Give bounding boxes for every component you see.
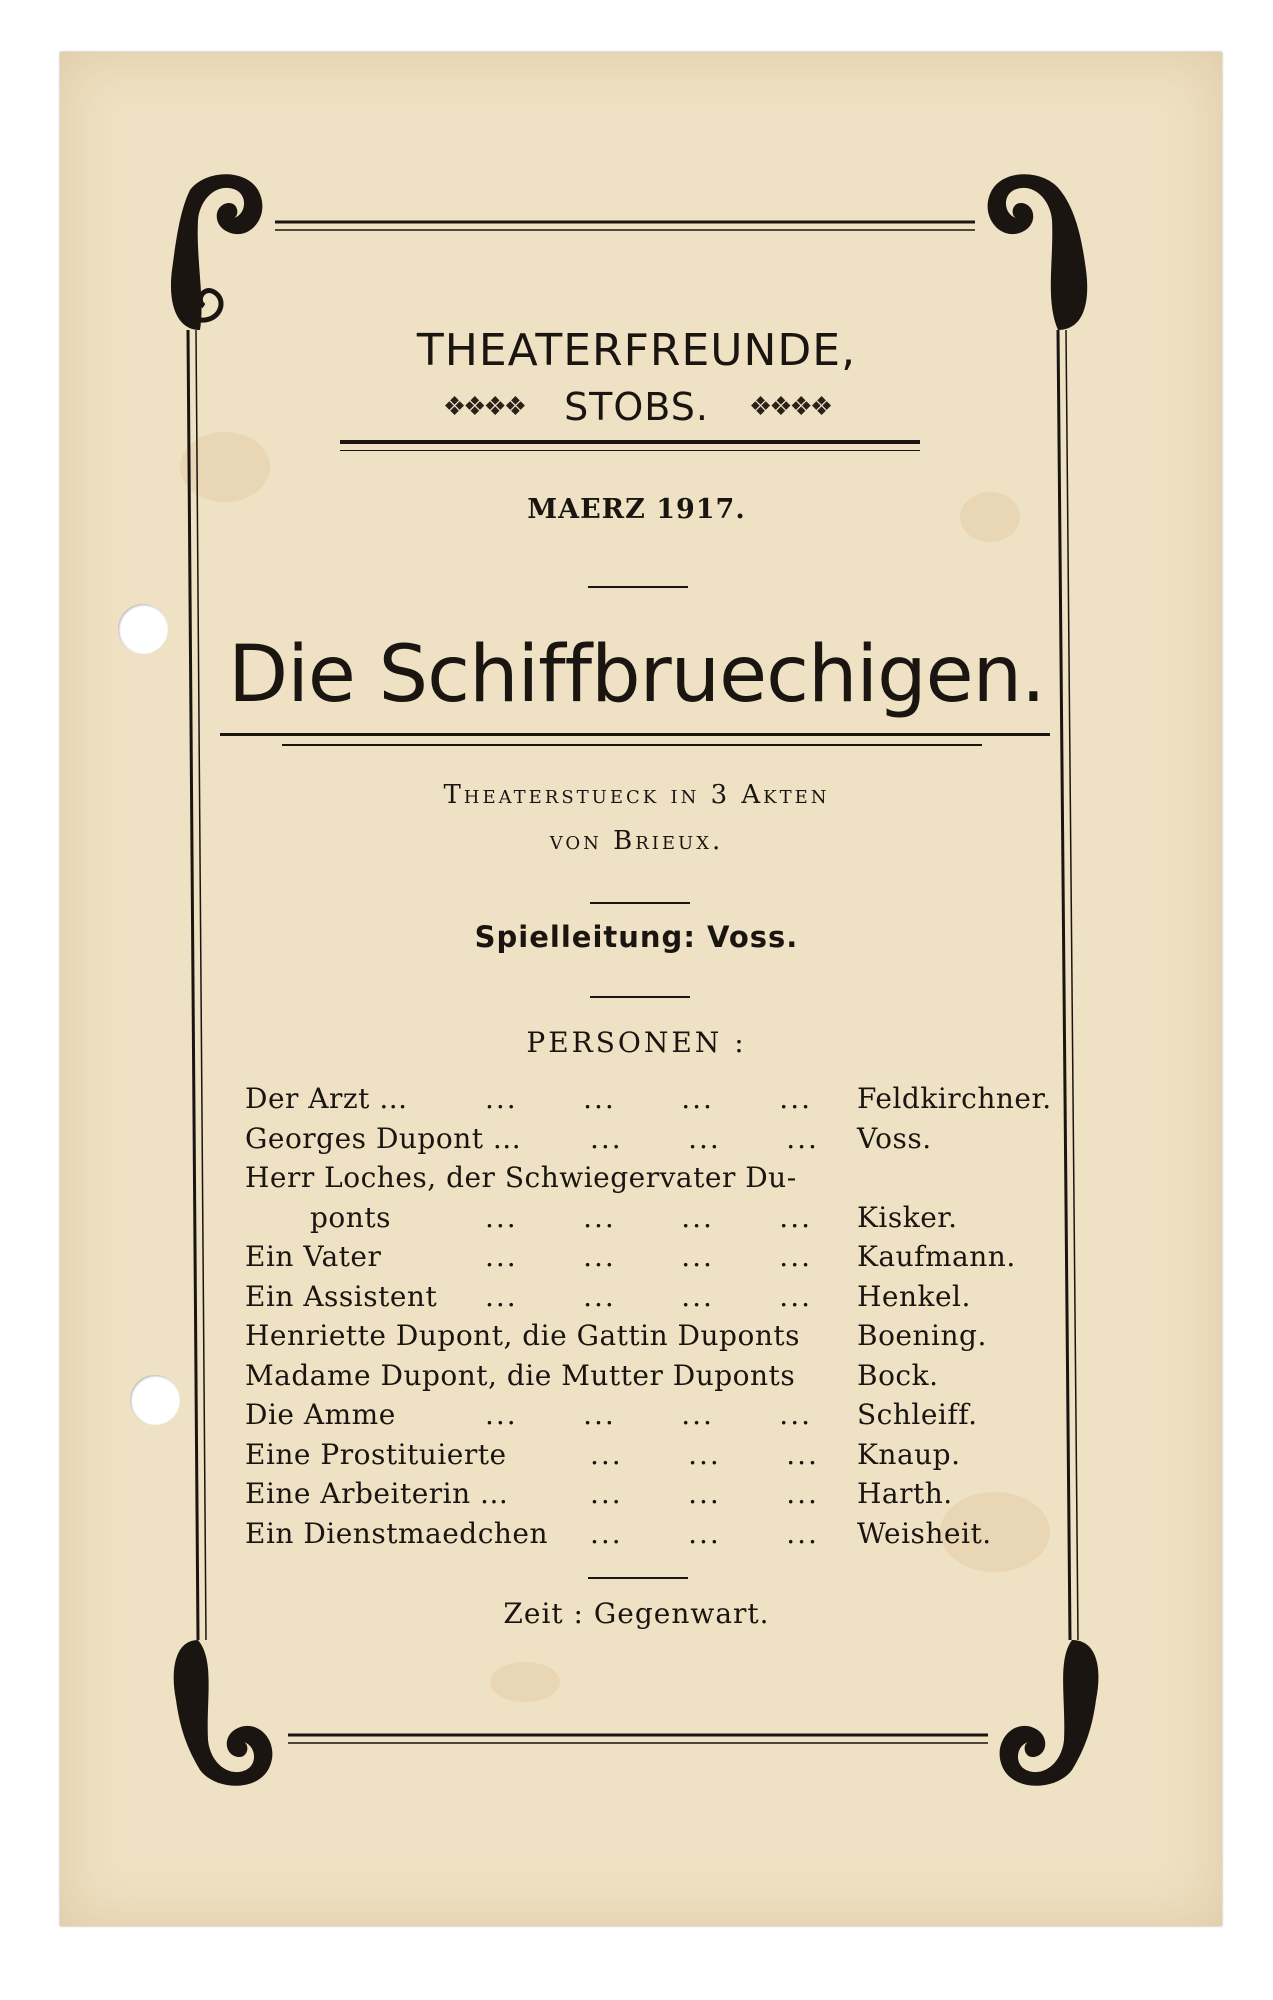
cast-row bbox=[245, 1477, 1045, 1517]
role-name: Herr Loches, der Schwiegervater Du- bbox=[245, 1161, 797, 1194]
role-name: Ein Dienstmaedchen bbox=[245, 1516, 549, 1550]
divider bbox=[588, 586, 688, 588]
cast-list bbox=[245, 1082, 1052, 1556]
time-setting: Zeit : Gegenwart. bbox=[503, 1597, 770, 1630]
role-name: Georges Dupont ... bbox=[245, 1121, 522, 1155]
performance-date: MAERZ 1917. bbox=[527, 494, 746, 525]
cast-row bbox=[245, 1319, 1045, 1359]
leader-dots: ... ... ... ... bbox=[485, 1398, 813, 1431]
role-name: Henriette Dupont, die Gattin Duponts bbox=[245, 1319, 800, 1352]
cast-row bbox=[245, 1398, 1045, 1438]
actor-name: Boening. bbox=[857, 1319, 987, 1352]
actor-name: Kaufmann. bbox=[857, 1240, 1016, 1273]
leader-dots: ... ... ... bbox=[590, 1516, 819, 1550]
divider bbox=[340, 450, 920, 451]
cast-row bbox=[245, 1122, 1045, 1162]
cast-row bbox=[245, 1359, 1045, 1399]
actor-name: Weisheit. bbox=[857, 1516, 992, 1550]
divider bbox=[588, 1577, 688, 1579]
cast-row bbox=[245, 1201, 1045, 1241]
role-name: Eine Prostituierte bbox=[245, 1437, 507, 1471]
role-name: Ein Assistent bbox=[245, 1279, 438, 1313]
role-name: Der Arzt ... bbox=[245, 1082, 408, 1115]
club-name: THEATERFREUNDE, bbox=[416, 325, 857, 376]
ornament-right: ❖❖❖❖ bbox=[748, 392, 831, 422]
actor-name: Kisker. bbox=[857, 1200, 958, 1234]
divider bbox=[590, 902, 690, 904]
play-subtitle: Theaterstueck in 3 Akten bbox=[443, 780, 830, 810]
leader-dots: ... ... ... bbox=[590, 1437, 819, 1471]
ornament-left: ❖❖❖❖ bbox=[442, 392, 525, 422]
cast-row bbox=[245, 1517, 1045, 1557]
actor-name: Bock. bbox=[857, 1358, 939, 1392]
leader-dots: ... ... ... ... bbox=[485, 1279, 813, 1313]
role-name: Die Amme bbox=[245, 1398, 396, 1431]
title-underline bbox=[282, 744, 982, 746]
actor-name: Harth. bbox=[857, 1477, 953, 1510]
corner-ornament-bottom-left bbox=[174, 1640, 273, 1786]
actor-name: Schleiff. bbox=[857, 1398, 978, 1431]
play-title: Die Schiffbruechigen. bbox=[228, 630, 1045, 720]
persons-heading: PERSONEN : bbox=[526, 1026, 747, 1059]
cast-row bbox=[245, 1280, 1045, 1320]
title-underline bbox=[220, 733, 1050, 736]
leader-dots: ... ... ... ... bbox=[485, 1240, 813, 1273]
cast-row bbox=[245, 1438, 1045, 1478]
leader-dots: ... ... ... ... bbox=[485, 1200, 813, 1234]
cast-row bbox=[245, 1240, 1045, 1280]
actor-name: Feldkirchner. bbox=[857, 1082, 1052, 1115]
place-name: STOBS. bbox=[564, 385, 709, 429]
actor-name: Knaup. bbox=[857, 1437, 961, 1471]
actor-name: Voss. bbox=[857, 1121, 932, 1155]
actor-name: Henkel. bbox=[857, 1279, 971, 1313]
corner-ornament-top-right bbox=[988, 174, 1088, 330]
leader-dots: ... ... ... bbox=[590, 1477, 819, 1510]
role-name: Madame Dupont, die Mutter Duponts bbox=[245, 1358, 796, 1392]
divider bbox=[340, 440, 920, 444]
corner-ornament-top-left bbox=[171, 174, 262, 330]
play-author: von Brieux. bbox=[549, 826, 724, 856]
divider bbox=[590, 996, 690, 998]
place-row bbox=[0, 385, 1273, 429]
role-name: Eine Arbeiterin ... bbox=[245, 1477, 509, 1510]
corner-ornament-bottom-right bbox=[1000, 1640, 1099, 1786]
cast-row bbox=[245, 1161, 1045, 1201]
cast-row bbox=[245, 1082, 1052, 1122]
role-name: ponts bbox=[310, 1200, 391, 1234]
leader-dots: ... ... ... ... bbox=[485, 1082, 813, 1115]
direction-credit: Spielleitung: Voss. bbox=[474, 920, 799, 954]
role-name: Ein Vater bbox=[245, 1240, 382, 1273]
leader-dots: ... ... ... bbox=[590, 1121, 819, 1155]
